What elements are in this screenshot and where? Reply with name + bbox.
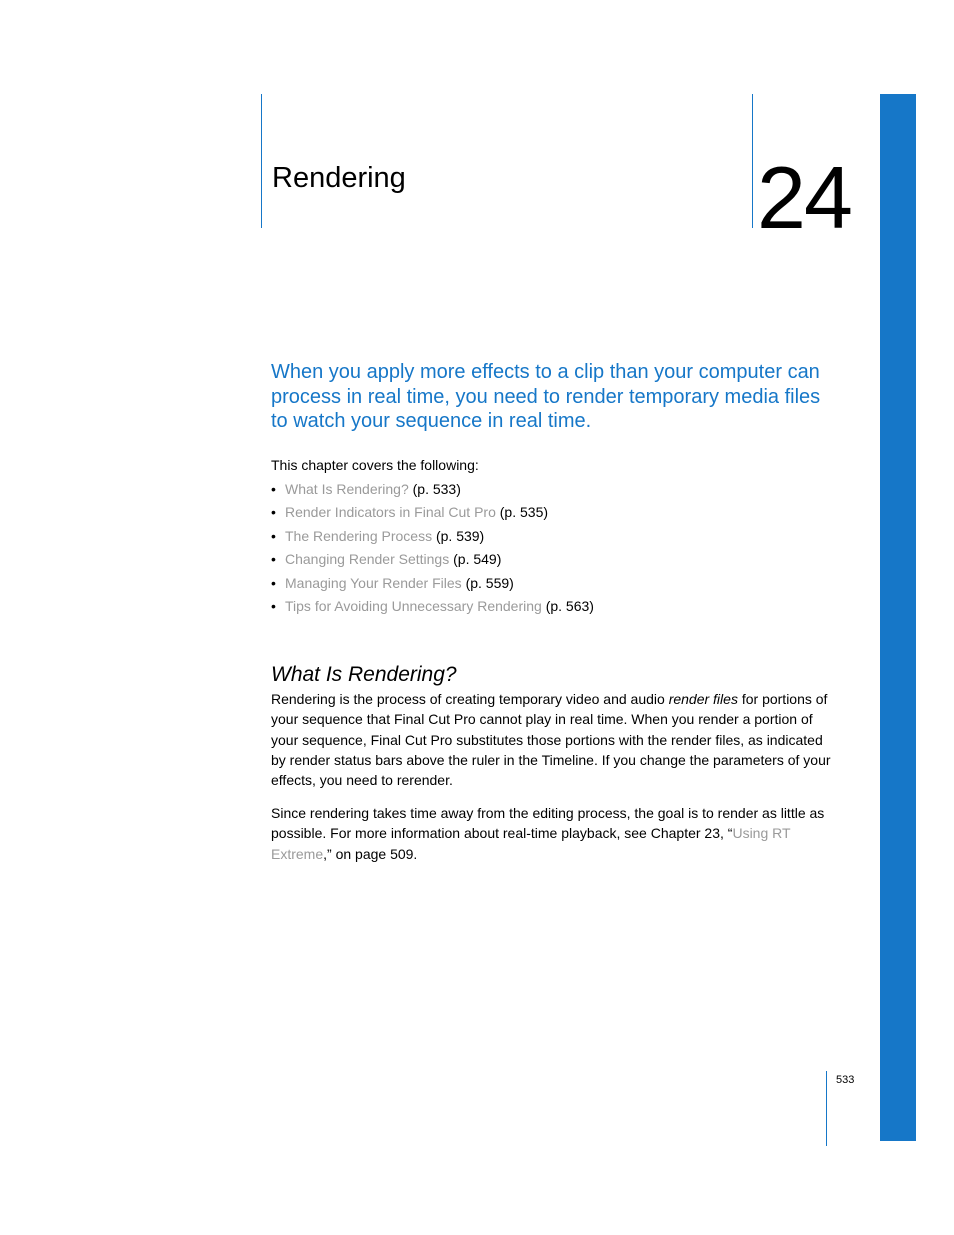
chapter-intro: When you apply more effects to a clip than your computer can process in real time, you need to render temporary media files to watch your sequence in real time. (271, 361, 821, 432)
paragraph-text: Since rendering takes time away from the editing process, the goal is to render as little as possible. For more information about real-time playback, see Chapter 23, “ (271, 805, 825, 842)
title-rule-right (752, 94, 753, 228)
paragraph-text: for portions of your sequence that Final Cut Pro cannot play in real time. When you render a portion of your sequence, Final Cut Pro substitutes those portions with the render files, as indicated by render status bars above the ruler in the Timeline. If you change the parameters of your effects, you need to rerender. (271, 691, 831, 789)
chapter-title: Rendering (272, 162, 406, 194)
footer-rule (826, 1071, 827, 1146)
toc-bullet: • (271, 481, 276, 497)
chapter-side-tab (880, 94, 916, 1141)
paragraph-text: ,” on page 509. (323, 845, 418, 862)
cross-reference-link[interactable]: Using RT Extreme (271, 825, 791, 862)
toc-link-rendering-process[interactable]: The Rendering Process (285, 527, 433, 544)
toc-link-what-is-rendering[interactable]: What Is Rendering? (285, 481, 409, 497)
page-number: 533 (836, 1074, 855, 1086)
toc-page-ref: (p. 533) (412, 481, 461, 497)
toc-item (271, 502, 594, 525)
toc-link-tips-avoiding-rendering[interactable]: Tips for Avoiding Unnecessary Rendering (285, 597, 542, 614)
toc-bullet: • (271, 551, 276, 568)
toc-item (271, 549, 594, 572)
emphasized-term: render files (668, 691, 738, 707)
toc-item (271, 479, 594, 502)
toc-link-render-indicators[interactable]: Render Indicators in Final Cut Pro (285, 504, 496, 521)
toc-page-ref: (p. 563) (545, 597, 594, 614)
toc-bullet: • (271, 504, 276, 521)
chapter-toc (271, 479, 594, 619)
toc-link-changing-render-settings[interactable]: Changing Render Settings (285, 551, 450, 568)
toc-item (271, 573, 594, 596)
toc-link-managing-render-files[interactable]: Managing Your Render Files (285, 574, 462, 591)
chapter-number: 24 (757, 148, 851, 247)
section-paragraph (271, 689, 831, 790)
covers-label: This chapter covers the following: (271, 457, 479, 473)
toc-bullet: • (271, 597, 276, 614)
toc-bullet: • (271, 527, 276, 544)
toc-page-ref: (p. 549) (453, 551, 502, 568)
paragraph-text: Rendering is the process of creating temporary video and audio (271, 691, 669, 707)
toc-page-ref: (p. 535) (499, 504, 549, 521)
title-rule-left (261, 94, 262, 228)
toc-item (271, 596, 594, 619)
section-heading: What Is Rendering? (271, 663, 457, 686)
section-paragraph (271, 803, 831, 864)
toc-bullet: • (271, 574, 276, 591)
toc-item (271, 526, 594, 549)
toc-page-ref: (p. 559) (465, 574, 514, 591)
toc-page-ref: (p. 539) (435, 527, 485, 544)
